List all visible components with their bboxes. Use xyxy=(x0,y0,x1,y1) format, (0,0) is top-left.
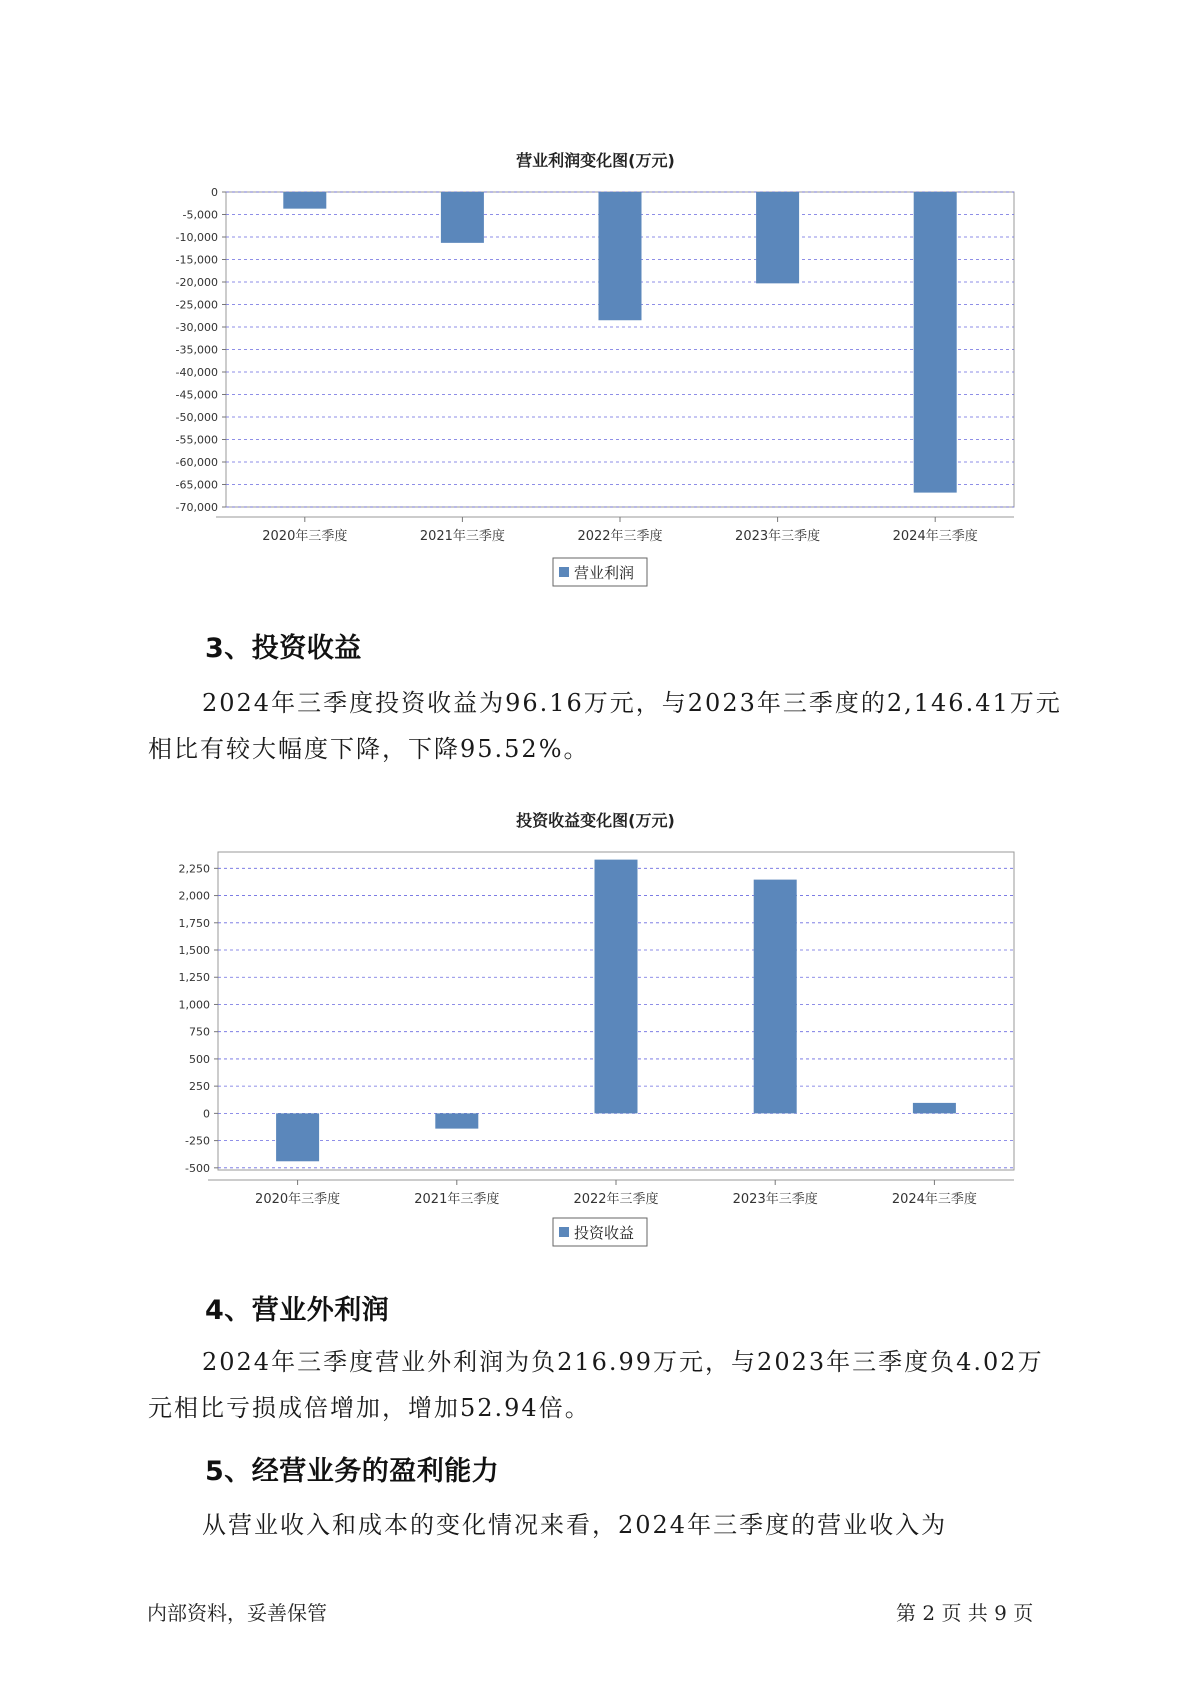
y-tick-label: 2,000 xyxy=(178,889,210,903)
y-tick-label: 250 xyxy=(189,1080,210,1094)
y-tick-label: -70,000 xyxy=(175,501,218,514)
legend-swatch xyxy=(559,567,569,577)
bar xyxy=(283,192,326,209)
section-3-heading: 3、投资收益 xyxy=(205,633,362,664)
y-tick-label: -15,000 xyxy=(175,253,218,267)
bar xyxy=(914,192,957,493)
y-tick-label: -40,000 xyxy=(175,366,218,379)
x-tick-label: 2023年三季度 xyxy=(735,529,821,544)
y-tick-label: 500 xyxy=(189,1052,210,1066)
y-tick-label: 1,750 xyxy=(178,916,210,930)
bar xyxy=(595,860,638,1114)
legend-label: 营业利润 xyxy=(574,564,635,582)
bar xyxy=(913,1103,956,1113)
y-tick-label: -25,000 xyxy=(175,298,218,312)
x-tick-label: 2022年三季度 xyxy=(577,529,663,544)
y-tick-label: 0 xyxy=(203,1107,210,1121)
y-tick-label: 750 xyxy=(189,1025,210,1039)
x-tick-label: 2024年三季度 xyxy=(891,1192,977,1207)
x-tick-label: 2020年三季度 xyxy=(262,529,348,544)
legend xyxy=(553,558,647,586)
x-tick-label: 2020年三季度 xyxy=(255,1192,341,1207)
legend-swatch xyxy=(559,1227,569,1237)
y-tick-label: 2,250 xyxy=(178,862,210,876)
x-tick-label: 2024年三季度 xyxy=(892,529,978,544)
chart-2-title: 投资收益变化图(万元) xyxy=(516,811,675,830)
legend xyxy=(553,1218,647,1246)
footer-page-number: 第 2 页 共 9 页 xyxy=(896,1601,1034,1625)
bar xyxy=(441,192,484,243)
y-tick-label: -10,000 xyxy=(175,231,218,244)
y-tick-label: -60,000 xyxy=(175,456,218,469)
bar xyxy=(435,1113,478,1128)
x-tick-label: 2021年三季度 xyxy=(419,529,505,544)
y-tick-label: -35,000 xyxy=(175,343,218,357)
footer-left: 内部资料，妥善保管 xyxy=(147,1601,327,1625)
y-tick-label: -65,000 xyxy=(175,478,218,492)
bar xyxy=(754,880,797,1114)
section-3-paragraph: 2024年三季度投资收益为96.16万元，与2023年三季度的2,146.41万元相比有较大幅度下降，下降95.52%。 xyxy=(148,689,1062,763)
y-tick-label: 1,500 xyxy=(178,944,210,958)
section-4-heading: 4、营业外利润 xyxy=(205,1295,390,1326)
y-tick-label: -55,000 xyxy=(175,433,218,447)
y-tick-label: -20,000 xyxy=(175,276,218,289)
y-tick-label: -50,000 xyxy=(175,411,218,424)
x-tick-label: 2022年三季度 xyxy=(573,1192,659,1207)
chart-1-title: 营业利润变化图(万元) xyxy=(516,151,675,170)
section-5-heading: 5、经营业务的盈利能力 xyxy=(205,1456,500,1487)
section-4-paragraph: 2024年三季度营业外利润为负216.99万元，与2023年三季度负4.02万元相比亏损成倍增加，增加52.94倍。 xyxy=(148,1348,1044,1422)
y-tick-label: -5,000 xyxy=(182,208,218,222)
x-tick-label: 2021年三季度 xyxy=(414,1192,500,1207)
bar xyxy=(276,1113,319,1161)
y-tick-label: -30,000 xyxy=(175,321,218,334)
bar xyxy=(599,192,642,320)
y-tick-label: -500 xyxy=(185,1161,210,1175)
section-5-paragraph: 从营业收入和成本的变化情况来看，2024年三季度的营业收入为 xyxy=(202,1511,948,1539)
bar xyxy=(756,192,799,283)
operating-profit-chart xyxy=(0,170,1191,590)
x-tick-label: 2023年三季度 xyxy=(732,1192,818,1207)
investment-income-chart xyxy=(0,830,1191,1250)
y-tick-label: 1,000 xyxy=(178,998,210,1012)
y-tick-label: -250 xyxy=(185,1134,210,1148)
y-tick-label: 0 xyxy=(211,186,218,199)
y-tick-label: 1,250 xyxy=(178,971,210,985)
y-tick-label: -45,000 xyxy=(175,388,218,402)
legend-label: 投资收益 xyxy=(574,1224,635,1242)
